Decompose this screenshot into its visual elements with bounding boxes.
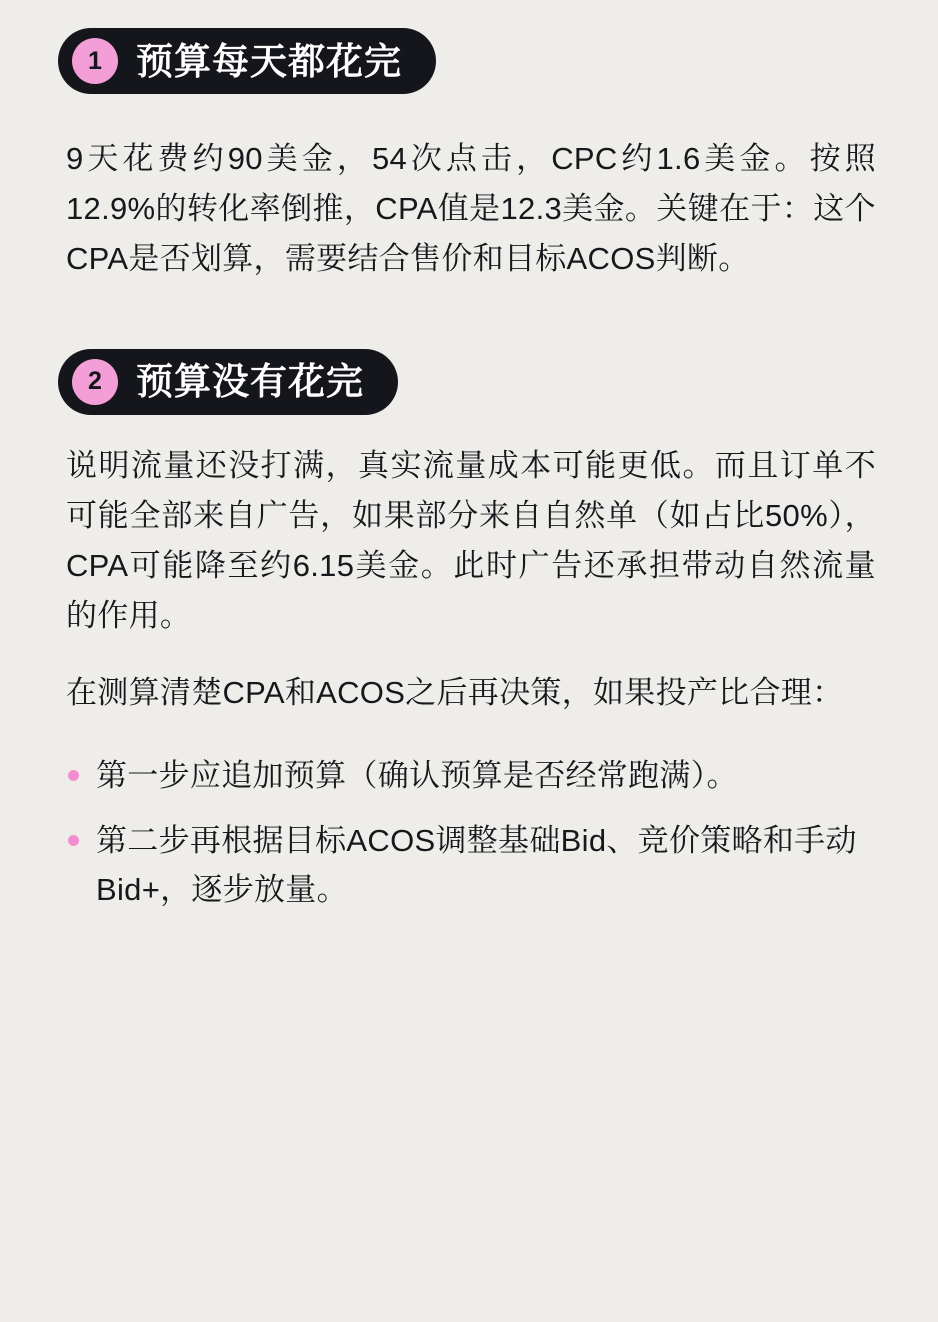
section-1-header xyxy=(58,28,436,94)
list-item xyxy=(66,817,876,915)
section-2-number-badge: 2 xyxy=(72,359,118,405)
section-2-title: 预算没有花完 xyxy=(136,361,364,403)
section-1-paragraph-1: 9天花费约90美金，54次点击，CPC约1.6美金。按照12.9%的转化率倒推，CPA值是12.3美金。关键在于：这个CPA是否划算，需要结合售价和目标ACOS判断。 xyxy=(66,141,876,277)
section-2-paragraph-1: 说明流量还没打满，真实流量成本可能更低。而且订单不可能全部来自广告，如果部分来自自然单（如占比50%），CPA可能降至约6.15美金。此时广告还承担带动自然流量的作用。 xyxy=(66,447,876,634)
section-2-paragraph-2: 在测算清楚CPA和ACOS之后再决策，如果投产比合理： xyxy=(66,674,844,710)
bullet-dot-icon xyxy=(68,835,79,846)
list-item xyxy=(66,752,876,801)
action-steps-list xyxy=(58,752,880,915)
section-1-title: 预算每天都花完 xyxy=(136,40,402,82)
section-1-number-badge: 1 xyxy=(72,38,118,84)
section-budget-spent xyxy=(58,28,880,285)
bullet-dot-icon xyxy=(68,770,79,781)
section-budget-not-spent xyxy=(58,349,880,915)
section-spacer xyxy=(58,285,880,349)
list-item-text: 第二步再根据目标ACOS调整基础Bid、竞价策略和手动Bid+，逐步放量。 xyxy=(96,822,857,907)
list-item-text: 第一步应追加预算（确认预算是否经常跑满）。 xyxy=(96,757,738,793)
section-2-header xyxy=(58,349,398,415)
